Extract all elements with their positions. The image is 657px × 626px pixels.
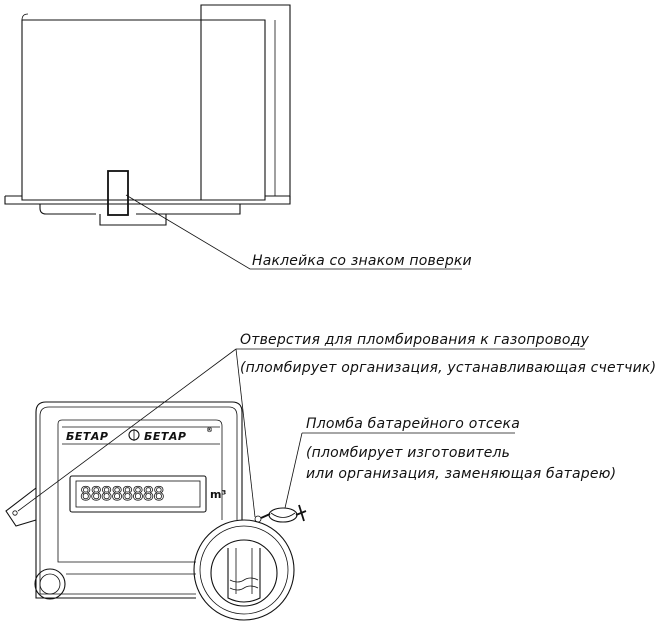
optical-port [35,569,65,599]
registered-mark: ® [206,426,214,434]
battery-seal-note-2: или организация, заменяющая батарею) [306,466,617,482]
brand-left: БЕТАР [66,430,109,443]
sealing-ear [6,488,36,526]
sealing-hole [13,511,17,515]
battery-seal-note-1: (пломбирует изготовитель [306,445,511,461]
battery-seal-leader [285,433,302,508]
lcd-unit: m³ [210,488,227,501]
battery-compartment-cover [194,520,294,620]
seal-wire [261,505,306,521]
meter-top-view [5,5,462,269]
lcd-digits: 88888888 [80,483,164,505]
brand-right: БЕТАР [144,430,187,443]
verification-sticker [108,171,128,215]
sticker-label: Наклейка со знаком поверки [252,253,472,269]
gas-holes-label: Отверстия для пломбирования к газопроводу [240,332,590,348]
battery-seal [269,508,297,522]
gas-holes-note: (пломбирует организация, устанавливающая счетчик) [240,360,657,376]
battery-seal-label: Пломба батарейного отсека [306,416,520,432]
